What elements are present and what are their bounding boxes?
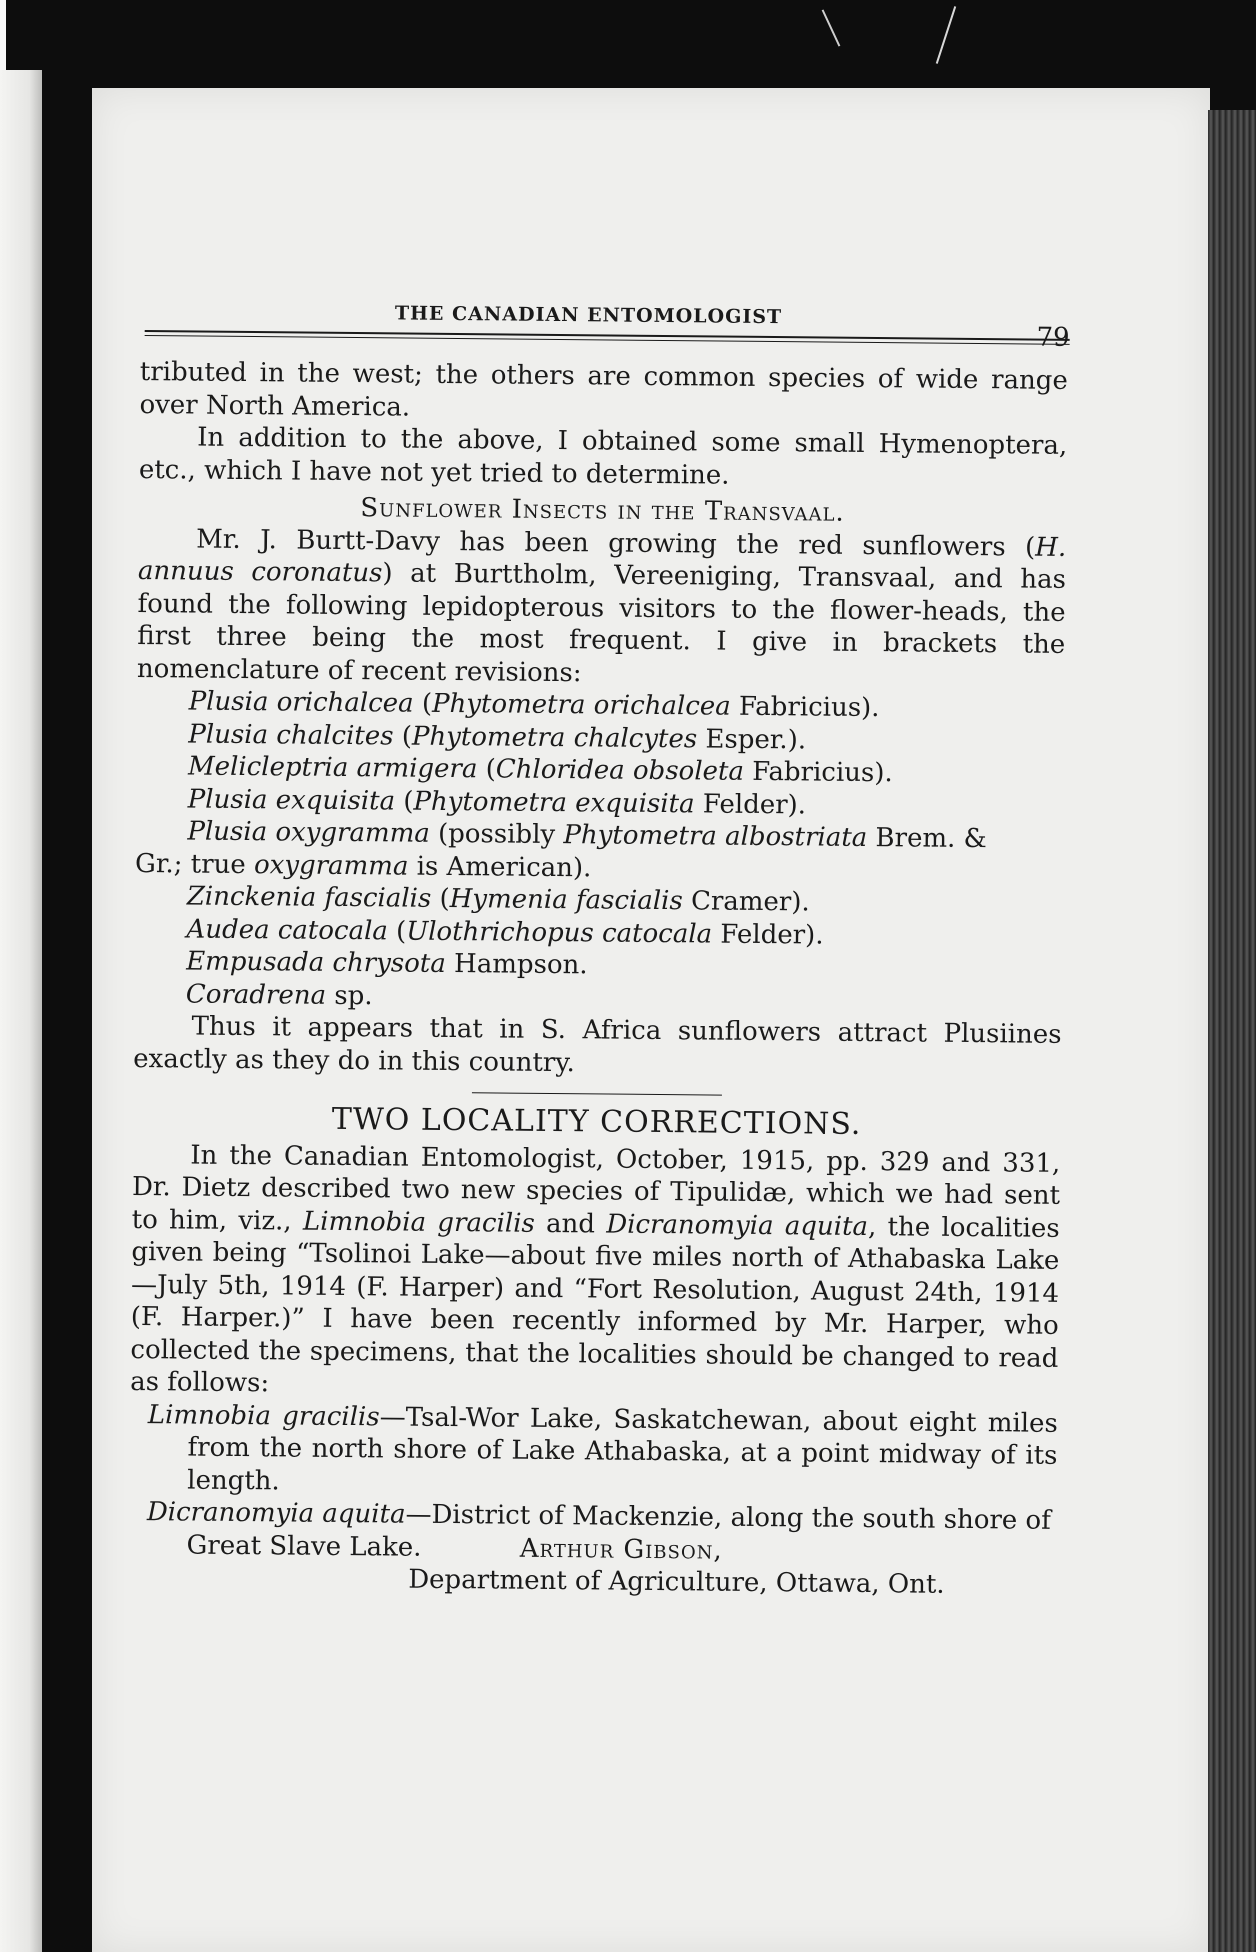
species-name: H. annuus coronatus <box>137 532 1067 589</box>
species-name: Plusia exquisita <box>187 783 396 816</box>
text-run: ( <box>413 688 433 719</box>
species-name: Zinckenia fascialis <box>186 881 432 914</box>
paragraph <box>137 522 1067 693</box>
text-run: —Tsal-Wor Lake, Saskatchewan, about eight miles from the north shore of Lake Athabaska, at a point midway of its length. <box>187 1401 1058 1496</box>
species-name: Coradrena <box>185 978 327 1011</box>
page-number: 79 <box>1036 322 1070 353</box>
section-heading: Sunflower Insects in the Transvaal. <box>360 493 845 528</box>
text-run: Mr. J. Burtt-Davy has been growing the red sunflowers ( <box>196 524 1036 563</box>
page-stack-edge <box>1208 110 1256 1952</box>
species-list <box>134 685 1065 1019</box>
author: Esper.). <box>697 723 807 755</box>
paragraph <box>130 1138 1060 1407</box>
synonym-name: Chloridea obsoleta <box>495 754 745 787</box>
text-run: ( <box>394 785 414 817</box>
text-run: Brem. & <box>867 823 987 855</box>
species-name: Plusia chalcites <box>188 718 394 751</box>
paragraph: In addition to the above, I obtained some small Hymenoptera, etc., which I have not yet tried to determine. <box>138 422 1068 491</box>
author: Felder). <box>711 919 824 951</box>
species-name: Limnobia gracilis <box>302 1206 535 1239</box>
synonym-name: Hymenia fascialis <box>449 883 683 917</box>
species-name: Empusada chrysota <box>186 946 446 979</box>
species-name: oxygramma <box>253 849 409 882</box>
author: Fabricius). <box>730 691 880 724</box>
text-run: ) at Burttholm, Vereeniging, Transvaal, and has found the following lepidopterous visitors to the flower-heads, the first three being the most frequent. I give in brackets the nomenclature of recent revisions: <box>136 558 1067 688</box>
film-scratch <box>936 6 956 64</box>
species-name: Melicleptria armigera <box>187 751 478 785</box>
section-divider <box>472 1092 722 1095</box>
facing-page-strip <box>0 70 42 1952</box>
page-body <box>128 356 1068 1602</box>
author-signature: Arthur Gibson, <box>519 1533 723 1566</box>
locality-entry <box>128 1496 1057 1570</box>
article-title: TWO LOCALITY CORRECTIONS. <box>331 1101 862 1142</box>
author: Cramer). <box>682 886 810 918</box>
synonym-name: Phytometra exquisita <box>413 786 695 819</box>
author: sp. <box>325 980 373 1011</box>
synonym-name: Phytometra albostriata <box>563 820 868 854</box>
author-affiliation: Department of Agriculture, Ottawa, Ont. <box>408 1564 945 1600</box>
author: Fabricius). <box>743 756 893 789</box>
text-run: ( <box>477 754 496 785</box>
text-run: ( <box>387 915 407 947</box>
species-name: Audea catocala <box>186 913 389 946</box>
species-name: Dicranomyia aquita <box>606 1209 869 1242</box>
species-name: Plusia orichalcea <box>188 686 414 719</box>
paragraph: Thus it appears that in S. Africa sunflowers attract Plusiines exactly as they do in this country. <box>133 1011 1062 1078</box>
text-run: Gr.; true <box>134 848 255 880</box>
header-rule <box>145 335 1070 345</box>
text-run: —District of Mackenzie, along the south shore of Great Slave Lake. <box>186 1499 1051 1563</box>
text-run: In the Canadian Entomologist, October, 1915, pp. 329 and 331, Dr. Dietz described two new species of Tipulidæ, which we had sent to him, viz., <box>131 1140 1061 1237</box>
text-run: ( <box>431 883 450 914</box>
synonym-name: Ulothrichopus catocala <box>406 916 713 950</box>
text-run: (possibly <box>429 818 564 851</box>
species-name: Plusia oxygramma <box>187 816 430 849</box>
film-scratch <box>822 9 841 46</box>
text-run: , the localities given being “Tsolinoi Lake—about five miles north of Athabaska Lake—July 5th, 1914 (F. Harper) and “Fort Resolution, August 24th, 1914 (F. Harper.)” I have been recently informed by Mr. Harper, who collected the specimens, that the localities should be changed to read as follows: <box>130 1211 1060 1399</box>
synonym-name: Phytometra chalcytes <box>411 721 698 754</box>
locality-entry <box>129 1398 1058 1504</box>
text-run: and <box>534 1208 607 1240</box>
author: Felder). <box>694 788 807 820</box>
continued-paragraph: tributed in the west; the others are common species of wide range over North America. <box>139 356 1068 423</box>
text-run: is American). <box>408 851 592 883</box>
species-name: Dicranomyia aquita <box>146 1497 406 1530</box>
author: Hampson. <box>445 948 588 981</box>
species-name: Limnobia gracilis <box>147 1399 380 1432</box>
journal-title: THE CANADIAN ENTOMOLOGIST <box>394 302 783 329</box>
text-run: ( <box>393 720 413 752</box>
synonym-name: Phytometra orichalcea <box>431 688 731 722</box>
